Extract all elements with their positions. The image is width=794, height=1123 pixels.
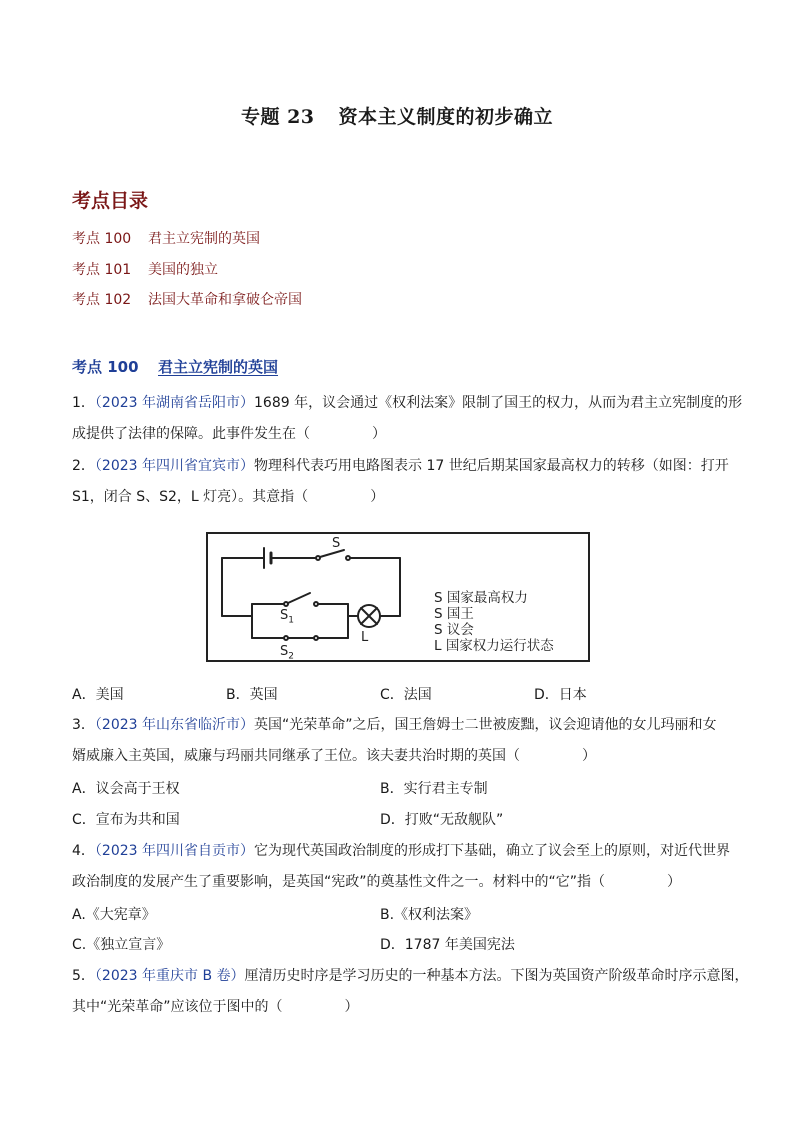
question-text-end: ） (667, 874, 682, 890)
legend-item: S 国家最高权力 (434, 590, 528, 606)
question-source: （2023 年四川省宜宾市） (94, 458, 255, 474)
question-text: 其中“光荣革命”应该位于图中的（ (72, 999, 283, 1015)
question-text-end: ） (372, 426, 386, 442)
switch-s1-label (280, 608, 294, 626)
question-3-line-2 (72, 746, 732, 766)
toc-item-101 (72, 259, 218, 279)
q2-option-a: A．美国 (72, 687, 124, 703)
question-number: 4． (72, 843, 95, 859)
question-text: 成提供了法律的保障。此事件发生在（ (72, 426, 310, 442)
switch-s2-label (280, 644, 294, 662)
question-number: 5． (72, 968, 95, 984)
legend-item: S 国王 (434, 606, 474, 622)
question-text: 政治制度的发展产生了重要影响，是英国“宪政”的奠基性文件之一。材料中的“它”指（ (72, 874, 606, 890)
q3-option-b: B．实行君主专制 (380, 781, 488, 797)
question-text-end: ） (344, 999, 359, 1015)
question-number: 2． (72, 458, 95, 474)
q4-option-c: C.《独立宣言》 (72, 937, 171, 953)
question-text: 婿威廉入主英国，威廉与玛丽共同继承了王位。该夫妻共治时期的英国（ (72, 748, 520, 764)
question-5-line-2 (72, 997, 732, 1017)
question-source: （2023 年重庆市 B 卷） (94, 968, 245, 984)
q3-option-d: D．打败“无敌舰队” (380, 812, 504, 828)
question-text: 它为现代英国政治制度的形成打下基础，确立了议会至上的原则，对近代世界 (254, 843, 731, 859)
question-5-line-1 (72, 966, 749, 986)
question-3-line-1 (72, 715, 732, 735)
q4-option-a: A.《大宪章》 (72, 907, 156, 923)
question-2-line-2 (72, 487, 732, 507)
q4-option-d: D．1787 年美国宪法 (380, 937, 515, 953)
document-title (0, 102, 794, 129)
question-text: 1689 年，议会通过《权利法案》限制了国王的权力，从而为君主立宪制度的形 (254, 395, 743, 411)
question-1-line-1 (72, 393, 743, 413)
legend-item: L 国家权力运行状态 (434, 638, 554, 654)
toc-item-number: 考点 100 (72, 231, 132, 247)
section-title: 君主立宪制的英国 (158, 358, 279, 376)
lamp-label: L (361, 630, 369, 645)
question-1-line-2 (72, 424, 732, 444)
toc-item-label: 美国的独立 (148, 262, 218, 278)
question-text: 英国“光荣革命”之后，国王詹姆士二世被废黜，议会迎请他的女儿玛丽和女 (254, 717, 717, 733)
question-source: （2023 年山东省临沂市） (94, 717, 255, 733)
switch-s2-letter: S (280, 644, 289, 659)
q2-option-b: B．英国 (226, 687, 278, 703)
question-4-line-1 (72, 841, 732, 861)
question-text: 厘清历史时序是学习历史的一种基本方法。下图为英国资产阶级革命时序示意图， (244, 968, 749, 984)
legend-item: S 议会 (434, 622, 474, 638)
circuit-diagram (206, 532, 590, 662)
switch-s2-subscript: 2 (288, 651, 294, 662)
topic-number: 专题 23 (240, 106, 315, 128)
question-number: 1． (72, 395, 95, 411)
switch-s1-subscript: 1 (288, 615, 294, 626)
question-text-end: ） (370, 489, 385, 505)
question-text: 物理科代表巧用电路图表示 17 世纪后期某国家最高权力的转移（如图：打开 (254, 458, 729, 474)
q4-option-b: B.《权利法案》 (380, 907, 479, 923)
toc-item-number: 考点 102 (72, 292, 132, 308)
toc-item-100 (72, 228, 260, 248)
question-source: （2023 年湖南省岳阳市） (94, 395, 255, 411)
q2-option-d: D．日本 (534, 687, 587, 703)
toc-heading: 考点目录 (72, 190, 149, 212)
question-2-line-1 (72, 456, 732, 476)
toc-item-label: 君主立宪制的英国 (148, 231, 260, 247)
toc-item-label: 法国大革命和拿破仑帝国 (148, 292, 302, 308)
switch-s-label: S (332, 536, 341, 551)
question-number: 3． (72, 717, 95, 733)
q3-option-a: A．议会高于王权 (72, 781, 180, 797)
switch-s1-letter: S (280, 608, 289, 623)
question-text: S1，闭合 S、S2，L 灯亮）。其意指（ (72, 489, 309, 505)
toc-item-number: 考点 101 (72, 262, 132, 278)
section-heading (72, 356, 278, 377)
section-number: 考点 100 (72, 358, 139, 376)
q3-option-c: C．宣布为共和国 (72, 812, 180, 828)
toc-item-102 (72, 289, 302, 309)
question-4-line-2 (72, 872, 732, 892)
topic-title: 资本主义制度的初步确立 (338, 106, 554, 128)
question-text-end: ） (582, 748, 596, 764)
q2-option-c: C．法国 (380, 687, 432, 703)
question-source: （2023 年四川省自贡市） (94, 843, 255, 859)
